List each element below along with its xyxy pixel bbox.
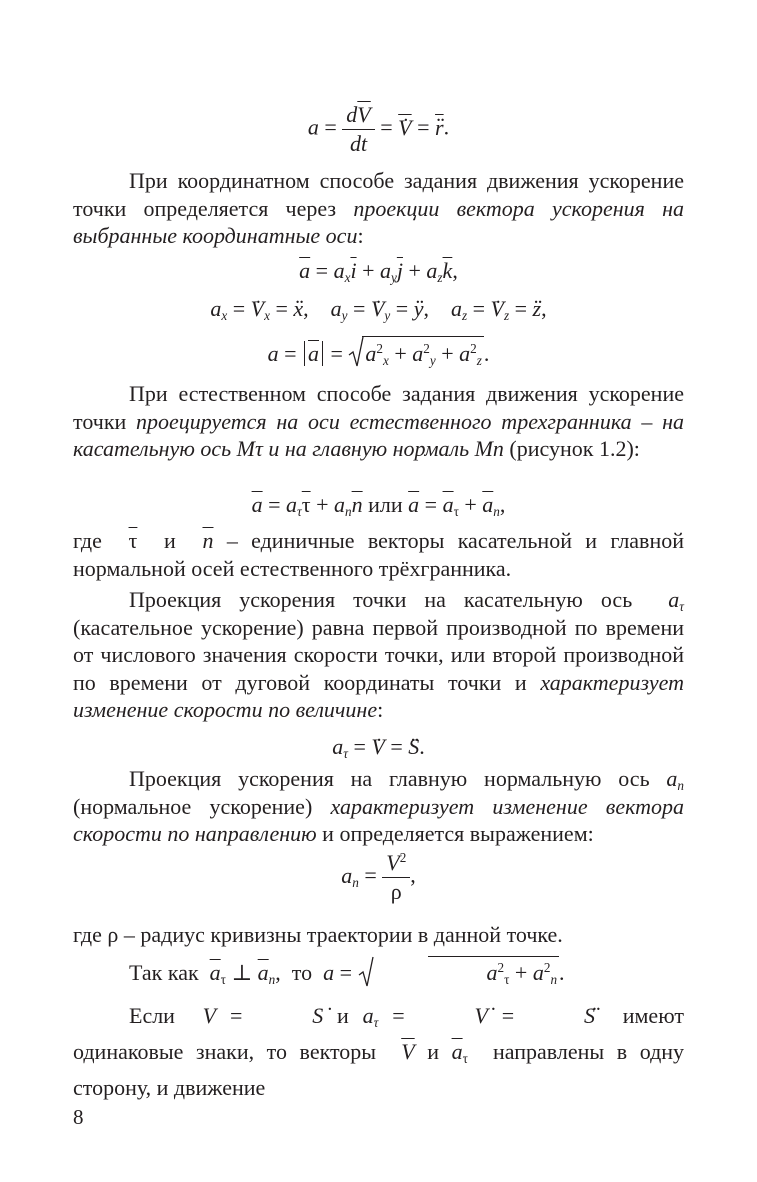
equation-normal: $a_n$ = $\frac{V^2}{\rho}$ , bbox=[341, 850, 416, 904]
equation-natural-decomposition: $\overline{a} = a_\tau\overline{\tau} + a_n\overline{n}$ или $\overline{a} = \overline{a}_\tau + \overline{a}_n$, bbox=[251, 492, 506, 519]
equation-projections: $a_x = V$ $._x = x$ .., $a_y = V$ $._y = y$ .., $a_z = V$ $._z = z$ .., bbox=[73, 294, 684, 324]
page-number: 8 bbox=[73, 1105, 84, 1129]
equation-tangential: $a_\tau = V$ . = S ... bbox=[73, 732, 684, 762]
equation-vector-components: $\overline{a} = a_x\overline{i} + a_y\overline{j} + a_z\overline{k}$, bbox=[299, 258, 458, 285]
paragraph-same-signs: Если V = S . и $a_\tau = V$ . = S .. имеют одинаковые знаки, то векторы $\overline{V}$ и $\overline{a}_\tau$ направлены в одну сторону, и движение bbox=[73, 998, 684, 1106]
paragraph-unit-vectors: где $\overline{\tau}$ и $\overline{n}$ – единичные векторы касательной и главной нормальной осей естественного трёхгранника. bbox=[73, 528, 684, 581]
paragraph-perpendicular: Так как $\overline{a}_\tau$ ⊥ $\overline{a}_n$, то a = $a^2_\tau + a^2_n$. bbox=[73, 956, 684, 987]
paragraph-tangential-acceleration: Проекция ускорения точки на касательную ось $a_\tau$ (касательное ускорение) равна первой производной по времени от числового значения скорости точки, или второй производной по времени от дуговой координаты точки и характеризует изменение скорости по величине: bbox=[73, 587, 684, 722]
equation-magnitude: $a = \overline{a}$ = $a^2_x + a^2_y + a^2_z$. bbox=[73, 336, 684, 369]
equation-acceleration-derivative: a = $\frac{d\overline{V}}{dt}$ = $\overline{V}$ . = $\overline{r}$ ... bbox=[73, 102, 684, 157]
paragraph-radius: где ρ – радиус кривизны траектории в данной точке. bbox=[73, 922, 563, 947]
paragraph-normal-acceleration: Проекция ускорения на главную нормальную ось $a_n$ (нормальное ускорение) характеризует изменение вектора скорости по направлению и определяется выражением: bbox=[73, 766, 684, 846]
paragraph-coordinate-method: При координатном способе задания движения ускорение точки определяется через проекции вектора ускорения на выбранные координатные оси: bbox=[73, 168, 685, 248]
paragraph-natural-method: При естественном способе задания движения ускорение точки проецируется на оси естественного трехгранника – на касательную ось Mτ и на главную нормаль Mn (рисунок 1.2): bbox=[73, 381, 685, 461]
